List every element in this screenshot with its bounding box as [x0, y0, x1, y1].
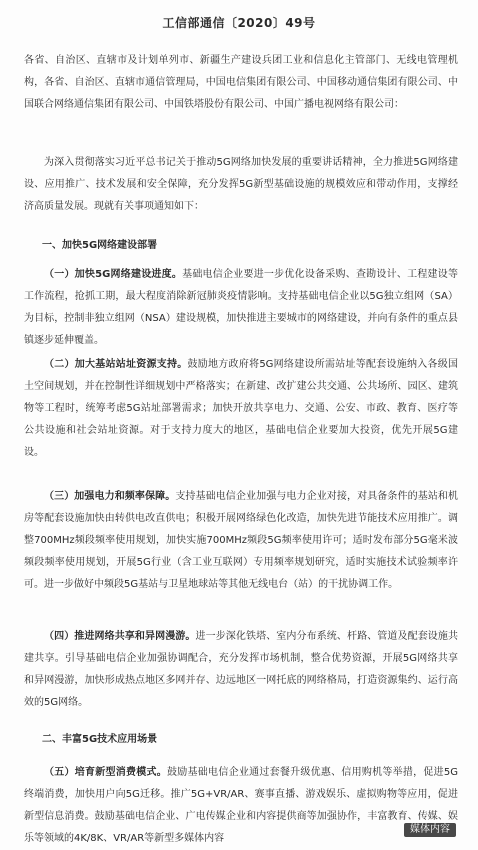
paragraph-2-lead: （二）加大基站站址资源支持。 [44, 359, 188, 370]
paragraph-3-text: 支持基础电信企业加强与电力企业对接，对具备条件的基站和机房等配套设施加快由转供电改直供电；积极开展网络绿色化改造，加快先进节能技术应用推广。调整700MHz频段频率使用规划，加快实施700MHz频段5G频率使用许可；适时发布部分5G毫米波频段频率使用规划，开展5G行业（含工业互联网）专用频率规划研究，适时实施技术试验频率许可。进一步做好中频段5G基站与卫星地球站等其他无线电台（站）的干扰协调工作。 [24, 491, 459, 590]
paragraph-3-lead: （三）加强电力和频率保障。 [44, 491, 176, 502]
paragraph-1 [24, 264, 458, 352]
paragraph-4 [24, 626, 458, 714]
paragraph-2 [24, 354, 458, 464]
addressee-paragraph: 各省、自治区、直辖市及计划单列市、新疆生产建设兵团工业和信息化主管部门、无线电管理机构，各省、自治区、直辖市通信管理局，中国电信集团有限公司、中国移动通信集团有限公司、中国联合网络通信集团有限公司、中国铁塔股份有限公司、中国广播电视网络有限公司： [24, 55, 458, 110]
paragraph-1-text: 基础电信企业要进一步优化设备采购、查勘设计、工程建设等工作流程，抢抓工期，最大程度消除新冠肺炎疫情影响。支持基础电信企业以5G独立组网（SA）为目标，控制非独立组网（NSA）建设规模，加快推进主要城市的网络建设，并向有条件的重点县镇逐步延伸覆盖。 [24, 269, 458, 346]
paragraph-5-lead: （五）培育新型消费模式。 [44, 767, 168, 778]
paragraph-4-lead: （四）推进网络共享和异网漫游。 [44, 631, 196, 642]
paragraph-5 [24, 762, 458, 850]
watermark-label: 媒体内容 [404, 823, 456, 837]
intro-paragraph: 为深入贯彻落实习近平总书记关于推动5G网络加快发展的重要讲话精神，全力推进5G网络建设、应用推广、技术发展和安全保障，充分发挥5G新型基础设施的规模效应和带动作用，支撑经济高质量发展。现就有关事项通知如下： [24, 157, 458, 212]
paragraph-4-text: 进一步深化铁塔、室内分布系统、杆路、管道及配套设施共建共享。引导基础电信企业加强协调配合，充分发挥市场机制，整合优势资源，开展5G网络共享和异网漫游，加快形成热点地区多网并存、边远地区一网托底的网络格局，打造资源集约、运行高效的5G网络。 [24, 631, 458, 708]
paragraph-5-text: 鼓励基础电信企业通过套餐升级优惠、信用购机等举措，促进5G终端消费，加快用户向5G迁移。推广5G+VR/AR、赛事直播、游戏娱乐、虚拟购物等应用，促进新型信息消费。鼓励基础电信企业、广电传媒企业和内容提供商等加强协作，丰富教育、传媒、娱乐等领域的4K/8K、VR/AR等新型多媒体内容 [24, 767, 458, 844]
paragraph-2-text: 鼓励地方政府将5G网络建设所需站址等配套设施纳入各级国土空间规划，并在控制性详细规划中严格落实；在新建、改扩建公共交通、公共场所、园区、建筑物等工程时，统筹考虑5G站址部署需求；加快开放共享电力、交通、公安、市政、教育、医疗等公共设施和社会站址资源。对于支持力度大的地区，基础电信企业要加大投资，优先开展5G建设。 [24, 359, 458, 458]
section-heading-2: 二、丰富5G技术应用场景 [42, 734, 158, 745]
section-heading-1: 一、加快5G网络建设部署 [42, 240, 158, 251]
paragraph-3 [24, 486, 458, 596]
paragraph-1-lead: （一）加快5G网络建设进度。 [44, 269, 183, 280]
document-title: 工信部通信〔2020〕49号 [162, 16, 316, 30]
